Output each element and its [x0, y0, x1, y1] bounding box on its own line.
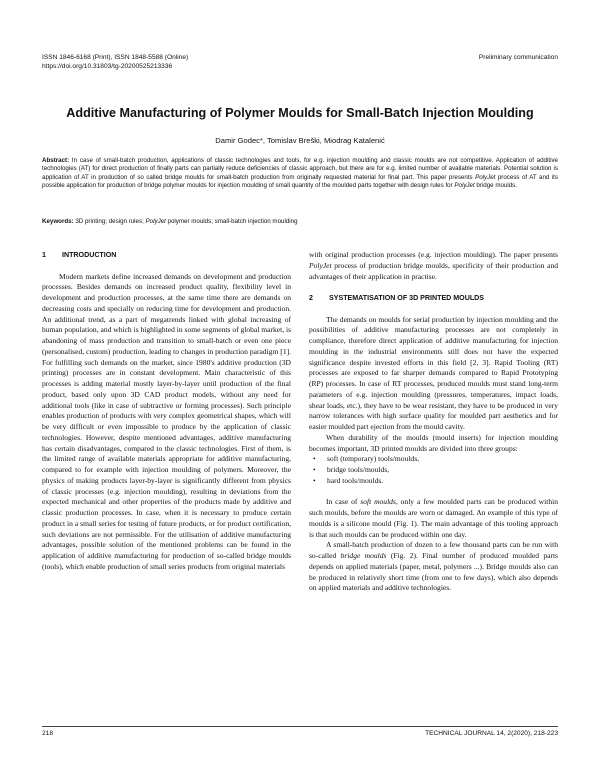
journal-citation: TECHNICAL JOURNAL 14, 2(2020), 218-223: [425, 730, 558, 737]
list-item: • hard tools/moulds.: [309, 476, 558, 487]
section2-paragraph-3: [309, 497, 558, 540]
paragraph-text: In case of: [326, 497, 361, 507]
mould-groups-list: [309, 454, 558, 486]
right-column: [309, 250, 558, 594]
section2-paragraph-1: The demands on moulds for serial production by injection moulding and the possibilities of additive manufacturing processes are not completely in compliance, therefore direct application of additive manufacturing for injection moulding in the industrial environments still does not have the expected significance despite invested efforts in this field [2, 3]. Rapid Tooling (RT) processes are exposed to far sharper demands compared to Rapid Prototyping (RP) processes. In case of RT processes, produced moulds must stand long-term parameters of e.g. injection moulding (pressures, temperatures, impact loads, shear loads, etc.), they have to be wear resistant, they have to be produced in very narrow tolerances with high surface quality for moulded part aesthetics and for easier moulded part ejection from the mould cavity.: [309, 314, 558, 431]
footer-rule: [42, 726, 558, 727]
paragraph-text: , only a few moulded parts can be produced within such moulds, before the moulds are worn or damaged. An example of this type of moulds is a silicone mould (Fig. 1). The main advantage of this tooling approach is that such moulds can be produced within one day.: [309, 497, 558, 539]
page-number: 218: [42, 730, 54, 737]
intro-continuation: [309, 250, 558, 282]
abstract-text: In case of small-batch production, applications of classic technologies and tools, for e.g. injection moulding and classic moulds are not competitive. Application of additive technologies (AT) for direct production of finally parts can partially reduce deficiencies of classic approach, but there are for e.g. limited number of available materials. Potential solution is application of AT in production of so called bridge moulds for small-batch production from originally requested material for final part. This paper presents: [42, 157, 558, 181]
section2-paragraph-4: [309, 540, 558, 594]
section-title: INTRODUCTION: [62, 251, 117, 259]
section-heading-introduction: [42, 250, 291, 261]
section-title: SYSTEMATISATION OF 3D PRINTED MOULDS: [329, 294, 485, 302]
abstract-label: Abstract:: [42, 157, 70, 164]
keywords-polyjet: PolyJet: [145, 218, 166, 225]
keywords: [42, 218, 558, 226]
issn-line: ISSN 1846-6168 (Print), ISSN 1848-5588 (Online): [42, 54, 189, 61]
keywords-label: Keywords:: [42, 218, 74, 225]
section2-paragraph-2: When durability of the moulds (mould inserts) for injection moulding becomes important, 3D printed moulds are divided into three groups:: [309, 432, 558, 453]
abstract-polyjet: PolyJet: [475, 173, 496, 181]
polyjet-term: PolyJet: [309, 260, 332, 270]
abstract-polyjet-2: PolyJet: [454, 181, 475, 189]
section-number: 2: [309, 294, 313, 302]
journal-header: [42, 54, 188, 71]
doi-link[interactable]: https://doi.org/10.31803/tg-20200525213336: [42, 62, 173, 70]
keywords-text: 3D printing; design rules;: [73, 218, 146, 225]
intro-continuation-text: with original production processes (e.g. injection moulding). The paper presents: [309, 250, 558, 259]
keywords-text-2: polymer moulds; small-batch injection moulding: [165, 218, 298, 225]
article-category: Preliminary communication: [478, 54, 558, 61]
abstract-text-2: process of AT and its possible application for production of bridge polymer moulds for injection moulding of small quantity of the moulded parts together with design rules for: [42, 173, 558, 189]
list-item: • soft (temporary) tools/moulds,: [309, 454, 558, 465]
paragraph-text: (Fig. 2). Final number of produced moulded parts depends on applied materials (paper, metal, polymers ...). Bridge moulds also can be produced in relatively short time (from one to few days), which also depends on applied materials and additive technologies.: [309, 551, 558, 593]
paper-title: Additive Manufacturing of Polymer Moulds for Small-Batch Injection Moulding: [66, 106, 534, 120]
left-column: [42, 250, 291, 573]
paragraph-text: A small-batch production of dozen to a few thousand parts can be run with so-called: [309, 540, 558, 560]
section-heading-systematisation: [309, 293, 558, 304]
list-item: • bridge tools/moulds,: [309, 465, 558, 476]
soft-moulds-term: soft moulds: [360, 497, 396, 507]
bridge-moulds-term: bridge moulds: [340, 551, 387, 560]
abstract-text-3: bridge moulds.: [474, 181, 517, 189]
intro-continuation-text-2: process of production bridge moulds, specificity of their production and advantages of their application in practise.: [309, 260, 558, 281]
author-list: Damir Godec*, Tomislav Breški, Miodrag Katalenić: [215, 136, 385, 145]
abstract: [42, 157, 558, 190]
intro-paragraph: Modern markets define increased demands on development and production processes. Besides demands on increased product quality, flexibility level in development and production processes, at the same time there are demands on decreasing costs and specially on reducing time for development and production. An additional trend, as a part of megatrends linked with global increasing of human population, and which is highlighted in some segments of global market, is abandoning of mass production and transition to small-batch or even one piece (personalised, custom) production, leading to changes in production paradigm [1]. For fulfilling such demands on the market, since 1980's additive production (3D printing) processes are in constant development. Main characteristic of this processes is adding material mostly layer-by-layer until production of the final product, based only upon 3D CAD product models, without any need for additional tools (like in case of subtractive or forming processes). Such principle enables production of products with very complex geometrical shapes, which will be very difficult or even impossible to produce by the application of classic technologies. However, despite mentioned advantages, additive manufacturing has certain disadvantages, compared to the classic technologies. First of them, is the limited range of available materials appropriate for additive manufacturing, compared to for example with injection moulding of polymers. Moreover, the physics of making products layer-by-layer is significantly different from physics of classic processes (e.g. injection moulding), resulting in deviations from the expected mechanical and other properties of the products made by additive and classic production processes. In case, when it is necessary to produce certain product in a small series for testing of future products, or for product certification, such deviations are not permissible. For the utilisation of additive manufacturing advantages, possible solution of the mentioned problems can be found in the application of additive manufacturing for production of so-called bridge moulds (tools), which enable production of small series products from original materials: [42, 271, 292, 571]
section-number: 1: [42, 251, 46, 259]
